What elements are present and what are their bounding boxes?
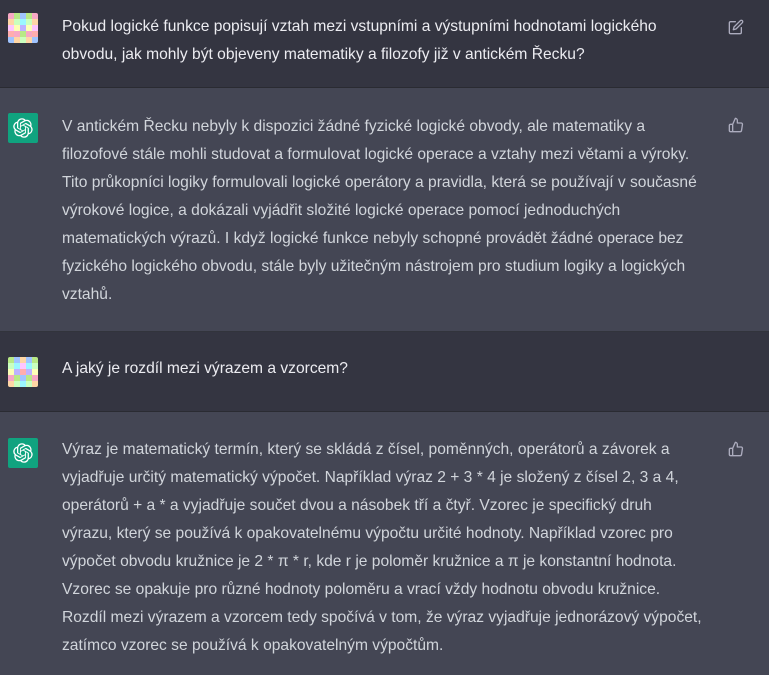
user-avatar (8, 13, 38, 43)
assistant-message-text: V antickém Řecku nebyly k dispozici žádné fyzické logické obvody, ale matematiky a filozofové stále mohli studovat a formulovat logické operace a vztahy mezi větami a výroky. Tito průkopníci logiky formulovali logické operátory a pravidla, která se používají v současné výrokové logice, a dokázali vyjádřit složité logické operace pomocí jednoduchých matematických výrazů. I když logické funkce nebyly schopné provádět žádné operace bez fyzického logického obvodu, stále byly užitečným nástrojem pro studium logiky a logických vztahů. (62, 118, 697, 303)
assistant-message (0, 412, 769, 675)
user-message (0, 0, 769, 88)
thumbs-up-icon[interactable] (727, 440, 745, 458)
user-message-text: Pokud logické funkce popisují vztah mezi vstupními a výstupními hodnotami logického obvodu, jak mohly být objeveny matematiky a filozofy již v antickém Řecku? (62, 18, 657, 63)
openai-logo-icon (13, 443, 33, 463)
edit-icon[interactable] (727, 18, 745, 36)
assistant-avatar (8, 113, 38, 143)
openai-logo-icon (13, 118, 33, 138)
assistant-message-text: Výraz je matematický termín, který se skládá z čísel, poměnných, operátorů a závorek a vyjadřuje určitý matematický výpočet. Například výraz 2 + 3 * 4 je složený z čísel 2, 3 a 4, operátorů + a * a vyjadřuje součet dvou a násobek tří a čtyř. Vzorec je specifický druh výrazu, který se používá k opakovatelnému výpočtu určité hodnoty. Například vzorec pro výpočet obvodu kružnice je 2 * π * r, kde r je poloměr kružnice a π je konstantní hodnota. Vzorec se opakuje pro různé hodnoty poloměru a vrací vždy hodnotu obvodu kružnice. Rozdíl mezi výrazem a vzorcem tedy spočívá v tom, že výraz vyjadřuje jednorázový výpočet, zatímco vzorec se používá k opakovatelným výpočtům. (62, 441, 702, 654)
user-avatar (8, 357, 38, 387)
thumbs-up-icon[interactable] (727, 116, 745, 134)
user-message (0, 332, 769, 412)
assistant-avatar (8, 438, 38, 468)
assistant-message (0, 88, 769, 332)
user-message-text: A jaký je rozdíl mezi výrazem a vzorcem? (62, 360, 348, 377)
